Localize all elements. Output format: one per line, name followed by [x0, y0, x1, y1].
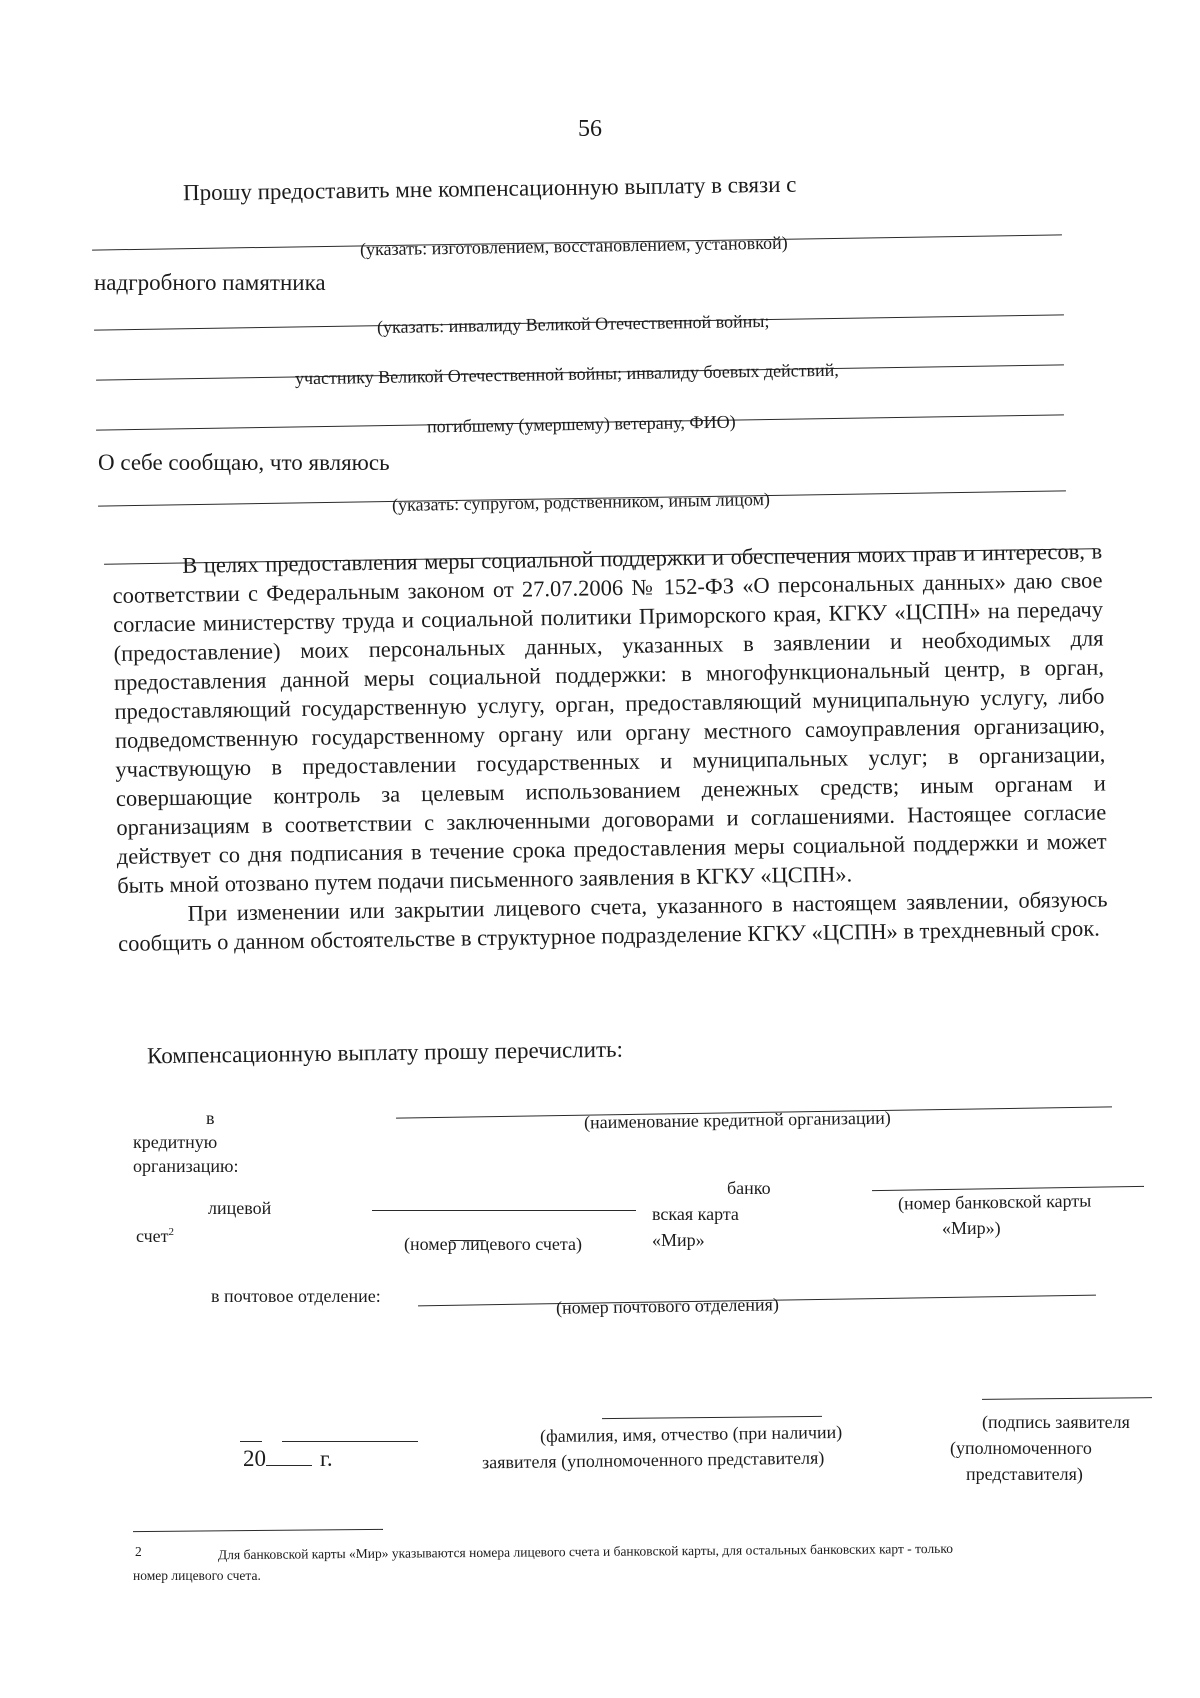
payment-heading: Компенсационную выплату прошу перечислить: — [146, 1036, 624, 1069]
date-field-short[interactable] — [240, 1441, 262, 1442]
card-number-hint-2: «Мир») — [942, 1218, 1001, 1238]
recipient-hint-1: (указать: инвалиду Великой Отечественной войны; — [376, 310, 770, 338]
date-year-suffix: г. — [320, 1446, 333, 1471]
request-intro: Прошу предоставить мне компенсационную выплату в связи с — [182, 171, 797, 206]
recipient-hint-3: погибшему (умершему) ветерану, ФИО) — [426, 411, 736, 437]
card-number-hint-1: (номер банковской карты — [897, 1190, 1092, 1214]
credit-org-label-1: в — [206, 1108, 215, 1128]
account-number-field[interactable] — [372, 1210, 636, 1211]
consent-paragraph: В целях предоставления меры социальной поддержки и обеспечения моих прав и интересов, в соответствии с Федеральным законом от 27.07.2006 № 152-ФЗ «О персональных данных» даю свое согласие министерству труда и социальной политики Приморского края, КГКУ «ЦСПН» на передачу (предоставление) моих персональных данных, указанных в заявлении и необходимых для предоставления данной меры социальной поддержки: в многофункциональный центр, в орган, предоставляющий государственную услугу, орган, предоставляющий муниципальную услугу, либо подведомственную государственному органу или органу местного самоуправления организацию, участвующую в предоставлении государственных и муниципальных услуг; в организации, совершающие контроль за целевым использованием денежных средств; иным органам и организациям в соответствии с заключенными договорами и соглашениями. Настоящее согласие действует со дня подписания в течение срока предоставления меры социальной поддержки и может быть мной отозвано путем подачи письменного заявления в КГКУ «ЦСПН». — [112, 538, 1107, 898]
card-number-field[interactable] — [872, 1186, 1144, 1191]
post-office-hint: (номер почтового отделения) — [555, 1294, 780, 1318]
signature-field[interactable] — [982, 1397, 1152, 1400]
name-hint-2: заявителя (уполномоченного представителя) — [481, 1447, 825, 1473]
account-label-text: счет — [136, 1226, 169, 1246]
monument-label: надгробного памятника — [94, 270, 326, 295]
date-year-prefix: 20 — [243, 1446, 266, 1471]
signature-hint-3: представителя) — [966, 1464, 1083, 1484]
relation-hint: (указать: супругом, родственником, иным лицом) — [391, 489, 771, 515]
page-number: 56 — [578, 116, 602, 142]
consent-text — [112, 536, 1108, 958]
footnote-text-2: номер лицевого счета. — [133, 1568, 261, 1583]
signature-hint-2: (уполномоченного — [950, 1438, 1092, 1458]
credit-org-label-2: кредитную — [133, 1132, 218, 1152]
signature-hint-1: (подпись заявителя — [982, 1412, 1130, 1432]
credit-org-hint: (наименование кредитной организации) — [583, 1107, 891, 1133]
credit-org-label-3: организацию: — [133, 1156, 239, 1176]
card-label-1: банко — [727, 1178, 771, 1198]
date-year — [243, 1446, 333, 1472]
date-year-blank — [266, 1447, 312, 1466]
name-field[interactable] — [602, 1416, 822, 1419]
recipient-hint-2: участнику Великой Отечественной войны; инвалиду боевых действий, — [294, 359, 839, 389]
card-label-3: «Мир» — [652, 1230, 705, 1250]
account-label-1: лицевой — [208, 1198, 272, 1218]
action-hint: (указать: изготовлением, восстановлением, установкой) — [359, 232, 788, 260]
about-self-label: О себе сообщаю, что являюсь — [98, 450, 390, 475]
account-label-2 — [136, 1226, 174, 1247]
footnote-number: 2 — [135, 1544, 142, 1559]
footnote-separator — [133, 1529, 383, 1532]
name-hint-1: (фамилия, имя, отчество (при наличии) — [539, 1421, 843, 1447]
date-field-long[interactable] — [282, 1441, 418, 1442]
account-change-paragraph: При изменении или закрытии лицевого счета, указанного в настоящем заявлении, обязуюсь сообщить о данном обстоятельстве в структурное подразделение КГКУ «ЦСПН» в трехдневный срок. — [117, 886, 1108, 956]
account-footnote-ref: 2 — [168, 1226, 175, 1238]
post-office-label: в почтовое отделение: — [211, 1286, 381, 1306]
account-number-hint: (номер лицевого счета) — [404, 1234, 582, 1254]
footnote-text-1: Для банковской карты «Мир» указываются номера лицевого счета и банковской карты, для остальных банковских карт - только — [217, 1540, 953, 1563]
card-label-2: вская карта — [652, 1204, 739, 1224]
